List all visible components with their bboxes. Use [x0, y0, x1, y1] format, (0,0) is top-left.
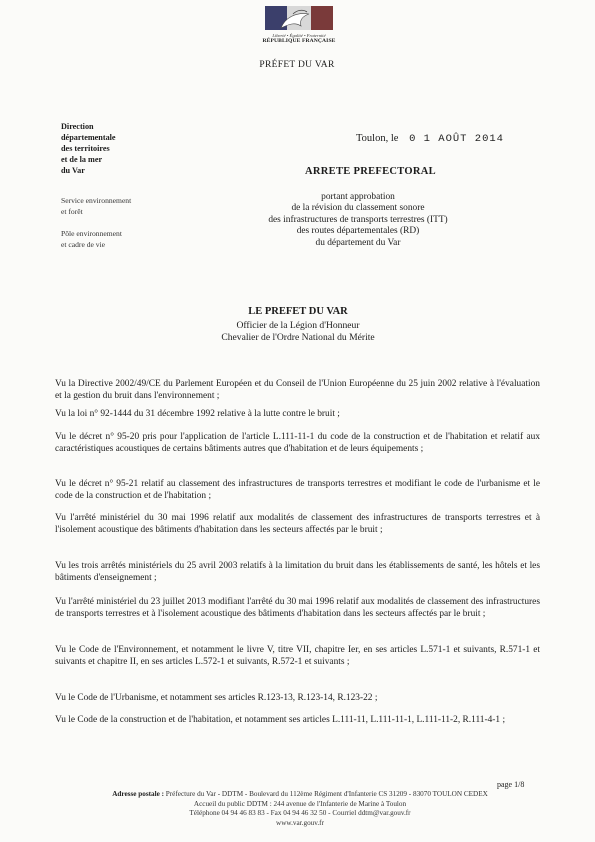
direction-line: et de la mer	[61, 155, 103, 164]
service-block	[61, 196, 171, 217]
footer-address-text: Préfecture du Var - DDTM - Boulevard du 112ème Régiment d'Infanterie CS 31209 - 83070 TOULON CEDEX	[165, 790, 488, 798]
marianne-logo-icon	[259, 4, 339, 32]
vu-paragraph: Vu le décret n° 95-21 relatif au classement des infrastructures de transports terrestres et modifiant le code de l'urbanisme et le code de la construction et de l'habitation ;	[55, 479, 540, 501]
vu-paragraph: Vu les trois arrêtés ministériels du 25 avril 2003 relatifs à la limitation du bruit dans les établissements de santé, les hôtels et les bâtiments d'enseignement ;	[55, 561, 540, 583]
motto: Liberté • Égalité • Fraternité	[272, 33, 326, 38]
footer-address	[40, 790, 560, 800]
page-number: page 1/8	[497, 780, 525, 789]
service-line: Service environnement	[61, 196, 132, 205]
direction-line: des territoires	[61, 144, 110, 153]
arrete-line: du département du Var	[315, 237, 401, 248]
vu-paragraph: Vu le Code de l'Environnement, et notamment le livre V, titre VII, chapitre Ier, en ses articles L.571-1 et suivants, R.571-1 et suivants et chapitre II, en ses articles L.572-1 et suivants, R.572-1 et suivants ;	[55, 645, 540, 667]
footer-accueil: Accueil du public DDTM : 244 avenue de l'Infanterie de Marine à Toulon	[193, 799, 407, 808]
date-stamp: 0 1 AOÛT 2014	[409, 133, 504, 145]
arrete-line: portant approbation	[321, 192, 395, 202]
arrete-line: des routes départementales (RD)	[296, 226, 420, 237]
arrete-subject	[232, 192, 484, 249]
vu-paragraph: Vu la Directive 2002/49/CE du Parlement Européen et du Conseil de l'Union Européenne du 25 juin 2002 relative à l'évaluation et la gestion du bruit dans l'environnement ;	[55, 379, 540, 401]
republique-logo	[254, 4, 344, 44]
prefet-header: PRÉFET DU VAR	[259, 60, 335, 70]
signatory-title: Officier de la Légion d'Honneur	[236, 320, 360, 331]
direction-line: Direction	[61, 122, 94, 131]
vu-paragraph: Vu l'arrêté ministériel du 23 juillet 2013 modifiant l'arrêté du 30 mai 1996 relatif aux modalités de classement des infrastructures de transports terrestres et à l'isolement acoustique des bâtiments d'habitation dans les secteurs affectés par le bruit ;	[55, 597, 540, 619]
footer	[40, 790, 560, 828]
date-place: Toulon, le	[356, 133, 399, 144]
footer-address-label: Adresse postale :	[112, 790, 164, 798]
pole-line: et cadre de vie	[61, 239, 106, 249]
direction-line: du Var	[61, 166, 85, 175]
direction-line: départementale	[61, 133, 116, 142]
pole-line: Pôle environnement	[61, 229, 122, 238]
vu-paragraph: Vu le décret n° 95-20 pris pour l'application de l'article L.111-11-1 du code de la construction et de l'habitation et relatif aux caractéristiques acoustiques de certains bâtiments autres que d'habitation et de leurs équipements ;	[55, 432, 540, 454]
signatory-name: LE PREFET DU VAR	[248, 306, 348, 317]
vu-paragraph: Vu le Code de la construction et de l'habitation, et notamment ses articles L.111-11, L.111-11-1, L.111-11-2, R.111-4-1 ;	[55, 715, 506, 725]
service-line: et forêt	[61, 206, 83, 216]
signatory-title: Chevalier de l'Ordre National du Mérite	[221, 332, 375, 343]
vu-paragraph: Vu la loi n° 92-1444 du 31 décembre 1992 relative à la lutte contre le bruit ;	[55, 409, 340, 419]
arrete-title: ARRETE PREFECTORAL	[305, 166, 436, 177]
direction-block	[61, 121, 171, 176]
arrete-line: de la révision du classement sonore	[291, 203, 425, 214]
date-line	[356, 133, 504, 145]
footer-contact: Téléphone 04 94 46 83 83 - Fax 04 94 46 32 50 - Courriel ddtm@var.gouv.fr	[189, 809, 411, 818]
arrete-line: des infrastructures de transports terrestres (ITT)	[268, 214, 448, 225]
vu-paragraph: Vu le Code de l'Urbanisme, et notamment ses articles R.123-13, R.123-14, R.123-22 ;	[55, 693, 378, 703]
republic-label: RÉPUBLIQUE FRANÇAISE	[262, 38, 336, 44]
signatory-titles	[180, 320, 416, 344]
pole-block	[61, 229, 171, 250]
footer-web: www.var.gouv.fr	[276, 818, 324, 827]
vu-paragraph: Vu l'arrêté ministériel du 30 mai 1996 relatif aux modalités de classement des infrastructures de transports terrestres et à l'isolement acoustique des bâtiments d'habitation dans les secteurs affectés par le bruit ;	[55, 513, 540, 535]
